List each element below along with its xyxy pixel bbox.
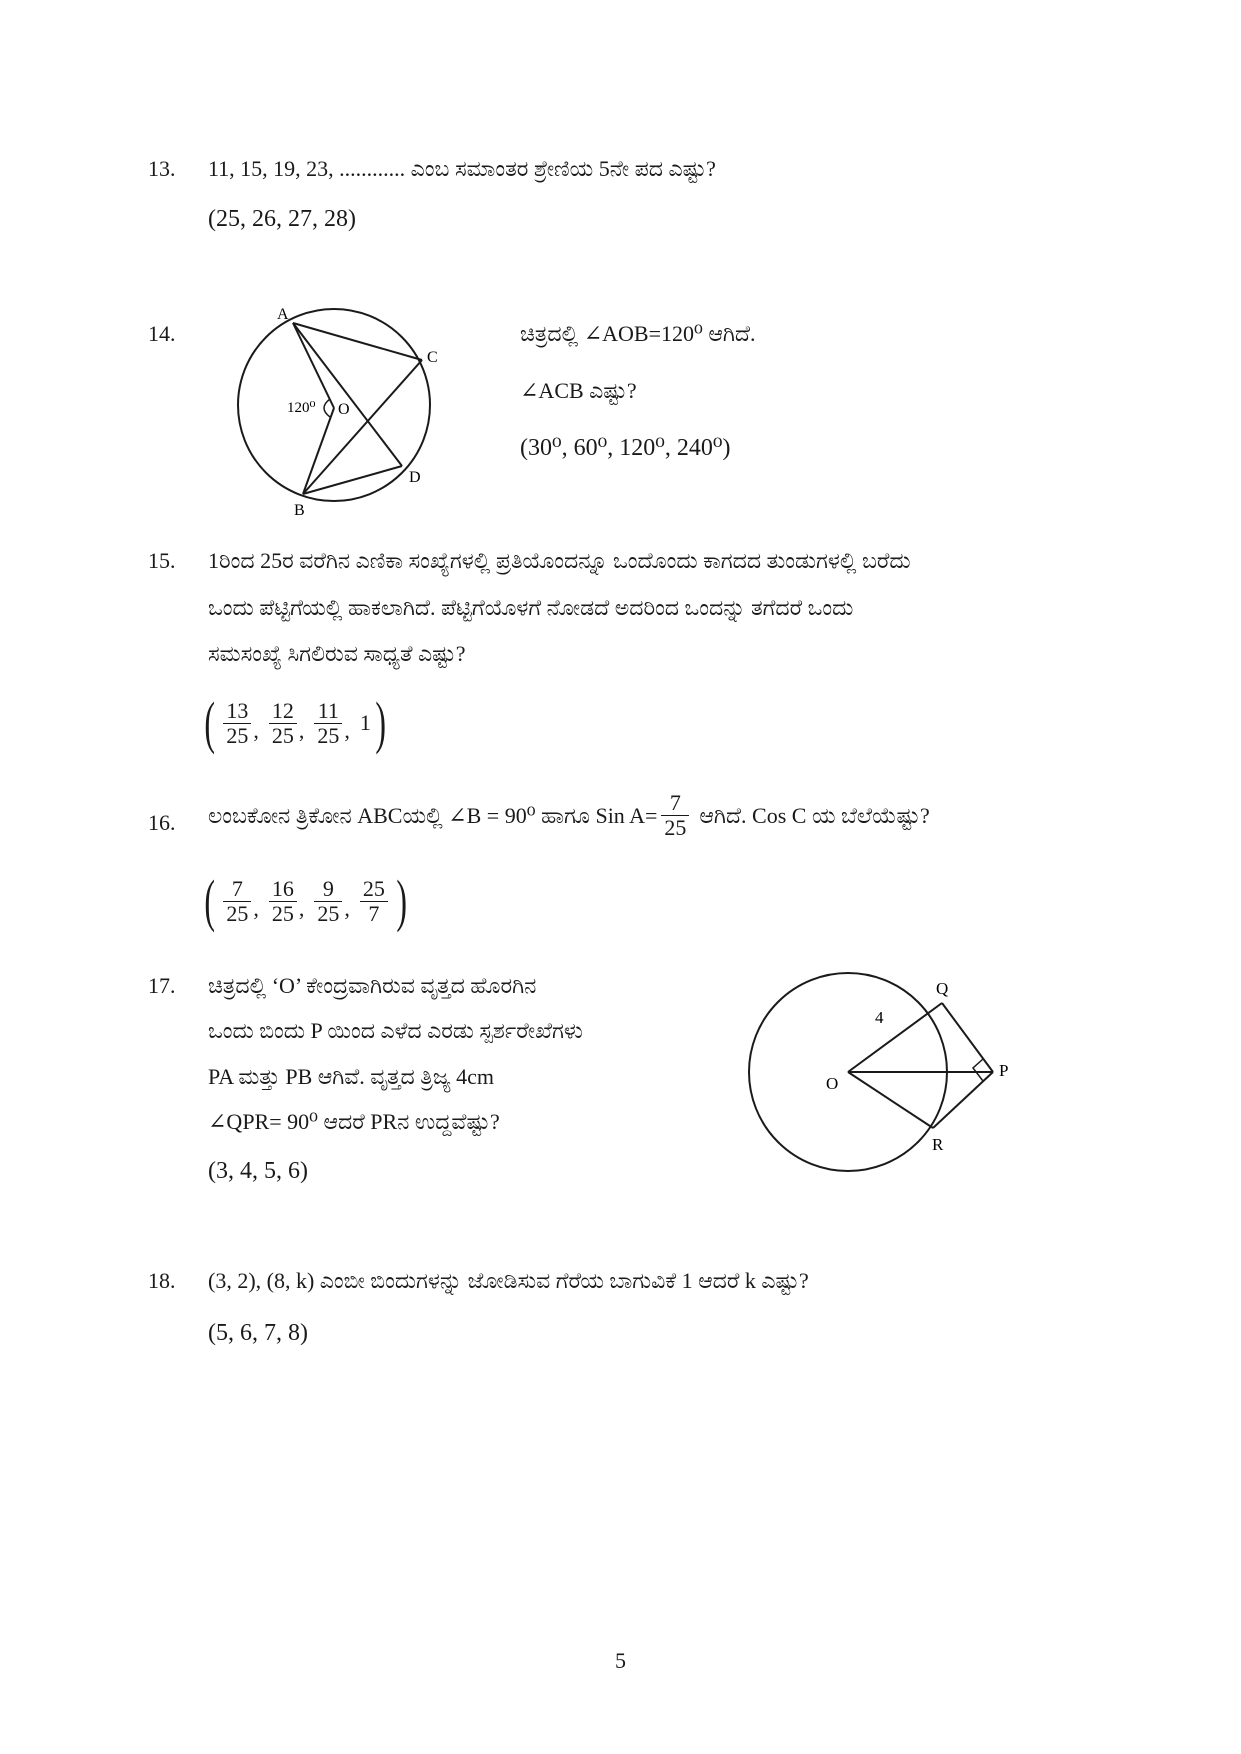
q16-option-4-den: 7 — [360, 901, 388, 926]
q15-option-1-den: 25 — [223, 723, 251, 748]
q17-line3: PA ಮತ್ತು PB ಆಗಿವೆ. ವೃತ್ತದ ತ್ರಿಜ್ಯ 4cm — [208, 1064, 495, 1089]
q17-line-OQ — [848, 1003, 942, 1072]
q16-text-after: ಆಗಿದೆ. Cos C ಯ ಬೆಲೆಯೆಷ್ಟು? — [699, 802, 930, 828]
q17-number: 17. — [148, 973, 176, 998]
q14-circle — [238, 309, 430, 501]
q16-sinA-den: 25 — [661, 815, 689, 840]
q15-option-3-num: 11 — [317, 697, 339, 723]
q14-line-OB — [303, 408, 334, 494]
q16-sinA-fraction — [661, 791, 689, 840]
q16-option-4-num: 25 — [362, 875, 385, 901]
q14-label-D: D — [409, 469, 421, 486]
q17-label-P: P — [999, 1061, 1009, 1080]
q17-label-R: R — [932, 1135, 944, 1154]
q14-number: 14. — [148, 321, 176, 346]
q15-option-2-num: 12 — [271, 697, 294, 723]
q18-options: (5, 6, 7, 8) — [208, 1320, 308, 1346]
q14-circle-figure — [230, 298, 450, 523]
q15-option-1 — [223, 699, 251, 748]
q15-line1: 1ರಿಂದ 25ರ ವರೆಗಿನ ಎಣಿಕಾ ಸಂಖ್ಯೆಗಳಲ್ಲಿ ಪ್ರತಿಯೊಂದನ್ನೂ ಒಂದೊಂದು ಕಾಗದದ ತುಂಡುಗಳಲ್ಲಿ ಬರೆದು — [208, 548, 911, 573]
q15-option-4: 1 — [359, 710, 371, 735]
q16-option-2 — [269, 877, 297, 926]
q16-number: 16. — [148, 810, 176, 835]
q15-sep-3: , — [344, 718, 350, 743]
q14-line-BD — [303, 466, 402, 494]
q17-line4: ∠QPR= 90⁰ ಆದರೆ PRನ ಉದ್ದವೆಷ್ಟು? — [208, 1109, 500, 1134]
q15-line2: ಒಂದು ಪೆಟ್ಟಿಗೆಯಲ್ಲಿ ಹಾಕಲಾಗಿದೆ. ಪೆಟ್ಟಿಗೆಯೊಳಗೆ ನೋಡದೆ ಅದರಿಂದ ಒಂದನ್ನು ತಗೆದರೆ ಒಂದು — [208, 595, 854, 620]
q16-text-before: ಲಂಬಕೋನ ತ್ರಿಕೋನ ABCಯಲ್ಲಿ ∠B = 90⁰ ಹಾಗೂ Sin A= — [208, 802, 658, 828]
q15-option-3-den: 25 — [314, 723, 342, 748]
q14-line2: ∠ACB ಎಷ್ಟು? — [520, 378, 637, 403]
q16-open-paren: ( — [204, 868, 215, 933]
q16-option-1-den: 25 — [223, 901, 251, 926]
q15-sep-2: , — [298, 718, 305, 743]
q15-close-paren: ) — [375, 690, 386, 755]
q14-angle-arc — [324, 399, 330, 417]
q15-number: 15. — [148, 548, 176, 573]
q17-label-Q: Q — [936, 979, 949, 998]
q14-label-A: A — [277, 306, 289, 323]
q14-line-AO — [293, 323, 334, 408]
q15-option-1-num: 13 — [226, 697, 249, 723]
q15-option-2-den: 25 — [269, 723, 297, 748]
q18-text: (3, 2), (8, k) ಎಂಬೀ ಬಿಂದುಗಳನ್ನು ಜೋಡಿಸುವ ಗೆರೆಯ ಬಾಗುವಿಕೆ 1 ಆದರೆ k ಎಷ್ಟು? — [208, 1268, 809, 1293]
q15-options — [200, 690, 390, 755]
q17-line1: ಚಿತ್ರದಲ್ಲಿ ‘O’ ಕೇಂದ್ರವಾಗಿರುವ ವೃತ್ತದ ಹೊರಗಿನ — [208, 973, 537, 998]
q16-option-4 — [360, 877, 388, 926]
q15-sep-1: , — [253, 718, 259, 743]
q15-open-paren: ( — [204, 690, 215, 755]
q17-tangent-figure — [730, 960, 1030, 1190]
q16-option-1 — [223, 877, 251, 926]
page-number: 5 — [615, 1648, 626, 1673]
q14-label-C: C — [427, 349, 438, 366]
q17-line-OR — [848, 1072, 933, 1128]
q14-line-AC — [293, 323, 422, 360]
q13-text: 11, 15, 19, 23, ............ ಎಂಬ ಸಮಾಂತರ ಶ್ರೇಣಿಯ 5ನೇ ಪದ ಎಷ್ಟು? — [208, 156, 716, 181]
q16-options — [200, 868, 411, 933]
q17-label-O: O — [826, 1074, 839, 1093]
q16-option-3 — [314, 877, 342, 926]
q16-sinA-num: 7 — [669, 790, 681, 815]
q16-option-2-num: 16 — [271, 875, 294, 901]
q17-line2: ಒಂದು ಬಿಂದು P ಯಿಂದ ಎಳೆದ ಎರಡು ಸ್ಪರ್ಶರೇಖೆಗಳು — [208, 1018, 583, 1043]
q16-option-2-den: 25 — [269, 901, 297, 926]
q17-line-QP — [942, 1003, 993, 1072]
q13-number: 13. — [148, 156, 176, 181]
q14-options: (30⁰, 60⁰, 120⁰, 240⁰) — [520, 435, 731, 461]
q17-options: (3, 4, 5, 6) — [208, 1158, 308, 1184]
q16-sep-1: , — [253, 896, 259, 921]
q18-number: 18. — [148, 1268, 176, 1293]
q13-options: (25, 26, 27, 28) — [208, 206, 356, 232]
q16-text — [208, 791, 930, 840]
q14-label-angle: 120⁰ — [287, 400, 316, 416]
q16-option-3-den: 25 — [314, 901, 342, 926]
q14-line1: ಚಿತ್ರದಲ್ಲಿ ∠AOB=120⁰ ಆಗಿದೆ. — [520, 321, 756, 346]
q16-option-3-num: 9 — [322, 875, 334, 901]
q14-label-O: O — [338, 401, 350, 418]
q14-label-B: B — [294, 502, 305, 519]
q17-label-radius: 4 — [875, 1008, 884, 1027]
q15-line3: ಸಮಸಂಖ್ಯೆ ಸಿಗಲಿರುವ ಸಾಧ್ಯತೆ ಎಷ್ಟು? — [208, 641, 466, 666]
q16-sep-3: , — [344, 896, 350, 921]
q16-sep-2: , — [298, 896, 305, 921]
q15-option-2 — [269, 699, 297, 748]
q17-right-angle-mark — [973, 1059, 983, 1081]
q16-option-1-num: 7 — [231, 875, 243, 901]
q15-option-3 — [314, 699, 342, 748]
q16-close-paren: ) — [396, 868, 407, 933]
